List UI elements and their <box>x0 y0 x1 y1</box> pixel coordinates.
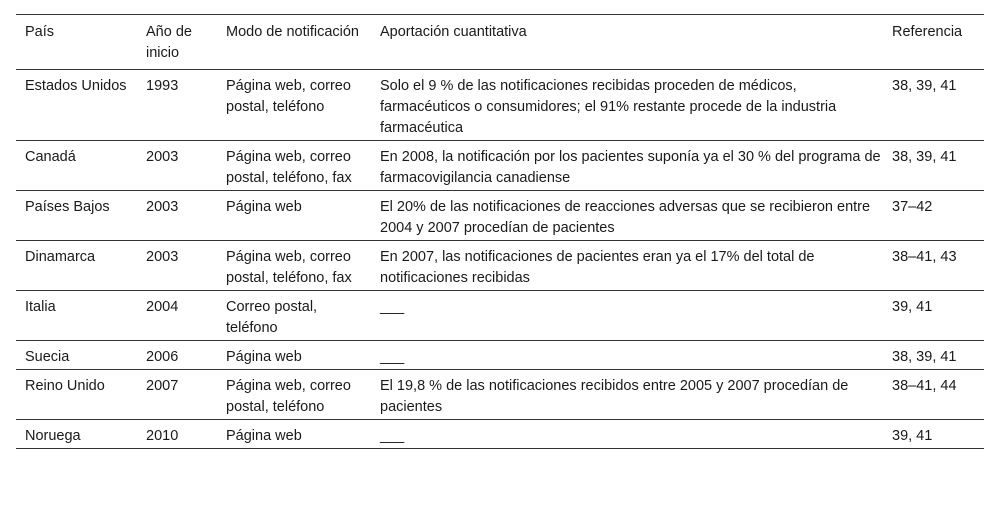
cell-country: Reino Unido <box>25 378 105 394</box>
cell-quantitative-contribution: En 2007, las notificaciones de pacientes eran ya el 17% del total de notificaciones recibidas <box>380 249 815 286</box>
cell-notification-mode: Página web <box>226 199 302 215</box>
cell-notification-mode: Página web, correo postal, teléfono <box>226 78 351 115</box>
cell-notification-mode: Página web <box>226 349 302 365</box>
cell-reference: 38, 39, 41 <box>892 349 957 365</box>
header-notification-mode: Modo de notificación <box>217 15 371 70</box>
table-row <box>16 291 984 341</box>
header-reference: Referencia <box>883 15 984 70</box>
cell-start-year: 2004 <box>146 299 179 315</box>
cell-notification-mode: Página web <box>226 428 302 444</box>
cell-country: Noruega <box>25 428 81 444</box>
table-row <box>16 420 984 449</box>
cell-reference: 38, 39, 41 <box>892 149 957 165</box>
table-header <box>16 15 984 70</box>
cell-country: Canadá <box>25 149 76 165</box>
cell-notification-mode: Correo postal, teléfono <box>226 299 318 336</box>
cell-quantitative-contribution: En 2008, la notificación por los pacientes suponía ya el 30 % del programa de farmacovigilancia canadiense <box>380 149 881 186</box>
header-row <box>16 15 984 70</box>
patient-reporting-table <box>16 14 984 449</box>
cell-country: Países Bajos <box>25 199 110 215</box>
cell-start-year: 2003 <box>146 199 179 215</box>
cell-quantitative-contribution: Solo el 9 % de las notificaciones recibidas proceden de médicos, farmacéuticos o consumidores; el 91% restante procede de la industria farmacéutica <box>380 78 837 136</box>
table-row <box>16 241 984 291</box>
cell-reference: 38–41, 44 <box>892 378 957 394</box>
cell-quantitative-contribution: El 20% de las notificaciones de reacciones adversas que se recibieron entre 2004 y 2007 procedían de pacientes <box>380 199 871 236</box>
table-body <box>16 70 984 449</box>
table-row <box>16 341 984 370</box>
cell-country: Estados Unidos <box>25 78 127 94</box>
cell-start-year: 2003 <box>146 149 179 165</box>
cell-reference: 38–41, 43 <box>892 249 957 265</box>
table-row <box>16 191 984 241</box>
cell-start-year: 2010 <box>146 428 179 444</box>
header-country: País <box>16 15 137 70</box>
cell-notification-mode: Página web, correo postal, teléfono, fax <box>226 249 352 286</box>
cell-start-year: 1993 <box>146 78 179 94</box>
cell-country: Dinamarca <box>25 249 96 265</box>
header-quantitative-contribution: Aportación cuantitativa <box>371 15 883 70</box>
cell-quantitative-contribution: ___ <box>380 349 405 365</box>
cell-quantitative-contribution: El 19,8 % de las notificaciones recibidos entre 2005 y 2007 procedían de pacientes <box>380 378 849 415</box>
cell-start-year: 2003 <box>146 249 179 265</box>
cell-reference: 38, 39, 41 <box>892 78 957 94</box>
header-start-year: Año de inicio <box>137 15 217 70</box>
cell-reference: 37–42 <box>892 199 933 215</box>
cell-country: Suecia <box>25 349 70 365</box>
cell-notification-mode: Página web, correo postal, teléfono <box>226 378 351 415</box>
cell-quantitative-contribution: ___ <box>380 299 405 315</box>
table-row <box>16 141 984 191</box>
cell-country: Italia <box>25 299 56 315</box>
cell-start-year: 2006 <box>146 349 179 365</box>
cell-quantitative-contribution: ___ <box>380 428 405 444</box>
cell-notification-mode: Página web, correo postal, teléfono, fax <box>226 149 352 186</box>
table-row <box>16 70 984 141</box>
cell-start-year: 2007 <box>146 378 179 394</box>
cell-reference: 39, 41 <box>892 428 933 444</box>
cell-reference: 39, 41 <box>892 299 933 315</box>
table-row <box>16 370 984 420</box>
